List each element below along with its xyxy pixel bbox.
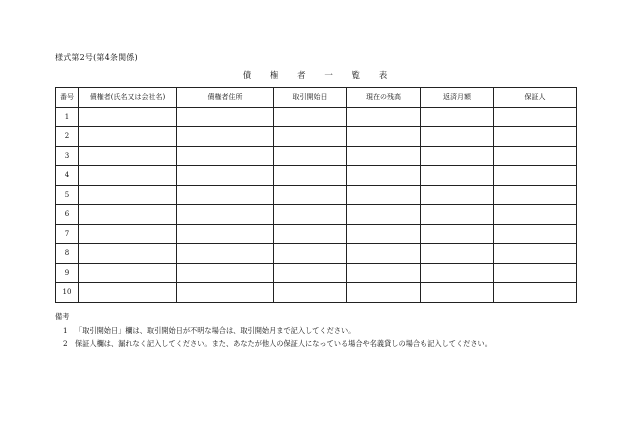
monthly-payment-cell[interactable] bbox=[421, 166, 494, 186]
start-date-cell[interactable] bbox=[274, 244, 347, 264]
creditor-address-cell[interactable] bbox=[177, 244, 274, 264]
creditor-address-cell[interactable] bbox=[177, 185, 274, 205]
row-number: 6 bbox=[56, 205, 79, 225]
monthly-payment-cell[interactable] bbox=[421, 224, 494, 244]
row-number: 8 bbox=[56, 244, 79, 264]
table-row bbox=[56, 224, 577, 244]
guarantor-cell[interactable] bbox=[494, 146, 577, 166]
table-row bbox=[56, 185, 577, 205]
creditor-address-cell[interactable] bbox=[177, 107, 274, 127]
table-row bbox=[56, 166, 577, 186]
remark-number: 2 bbox=[63, 339, 68, 348]
column-header-number: 番号 bbox=[56, 88, 79, 108]
creditor-name-cell[interactable] bbox=[79, 205, 177, 225]
remark-number: 1 bbox=[63, 326, 68, 335]
start-date-cell[interactable] bbox=[274, 263, 347, 283]
table-row bbox=[56, 127, 577, 147]
header-row bbox=[56, 88, 577, 108]
creditor-name-cell[interactable] bbox=[79, 283, 177, 303]
start-date-cell[interactable] bbox=[274, 166, 347, 186]
monthly-payment-cell[interactable] bbox=[421, 185, 494, 205]
remark-text: 保証人欄は、漏れなく記入してください。また、あなたが他人の保証人になっている場合や名義貸しの場合も記入してください。 bbox=[75, 339, 492, 348]
table-row bbox=[56, 146, 577, 166]
table-row bbox=[56, 107, 577, 127]
current-balance-cell[interactable] bbox=[347, 263, 421, 283]
guarantor-cell[interactable] bbox=[494, 205, 577, 225]
creditor-name-cell[interactable] bbox=[79, 185, 177, 205]
row-number: 3 bbox=[56, 146, 79, 166]
current-balance-cell[interactable] bbox=[347, 127, 421, 147]
form-number: 様式第2号(第4条関係) bbox=[55, 53, 138, 62]
current-balance-cell[interactable] bbox=[347, 205, 421, 225]
row-number: 7 bbox=[56, 224, 79, 244]
creditor-name-cell[interactable] bbox=[79, 263, 177, 283]
start-date-cell[interactable] bbox=[274, 107, 347, 127]
creditor-address-cell[interactable] bbox=[177, 146, 274, 166]
row-number: 1 bbox=[56, 107, 79, 127]
current-balance-cell[interactable] bbox=[347, 244, 421, 264]
creditor-address-cell[interactable] bbox=[177, 127, 274, 147]
current-balance-cell[interactable] bbox=[347, 283, 421, 303]
table-row bbox=[56, 244, 577, 264]
start-date-cell[interactable] bbox=[274, 205, 347, 225]
row-number: 2 bbox=[56, 127, 79, 147]
start-date-cell[interactable] bbox=[274, 283, 347, 303]
guarantor-cell[interactable] bbox=[494, 263, 577, 283]
start-date-cell[interactable] bbox=[274, 146, 347, 166]
table-row bbox=[56, 283, 577, 303]
creditor-address-cell[interactable] bbox=[177, 166, 274, 186]
monthly-payment-cell[interactable] bbox=[421, 146, 494, 166]
column-header-creditor-address: 債権者住所 bbox=[177, 88, 274, 108]
monthly-payment-cell[interactable] bbox=[421, 263, 494, 283]
remark-note bbox=[55, 337, 492, 350]
creditor-name-cell[interactable] bbox=[79, 224, 177, 244]
guarantor-cell[interactable] bbox=[494, 283, 577, 303]
row-number: 5 bbox=[56, 185, 79, 205]
remarks-section bbox=[55, 310, 492, 350]
monthly-payment-cell[interactable] bbox=[421, 107, 494, 127]
current-balance-cell[interactable] bbox=[347, 224, 421, 244]
creditor-name-cell[interactable] bbox=[79, 127, 177, 147]
creditor-address-cell[interactable] bbox=[177, 263, 274, 283]
creditor-address-cell[interactable] bbox=[177, 224, 274, 244]
current-balance-cell[interactable] bbox=[347, 185, 421, 205]
creditor-name-cell[interactable] bbox=[79, 166, 177, 186]
monthly-payment-cell[interactable] bbox=[421, 244, 494, 264]
remarks-heading: 備考 bbox=[55, 312, 70, 321]
monthly-payment-cell[interactable] bbox=[421, 127, 494, 147]
start-date-cell[interactable] bbox=[274, 127, 347, 147]
monthly-payment-cell[interactable] bbox=[421, 283, 494, 303]
table-row bbox=[56, 263, 577, 283]
start-date-cell[interactable] bbox=[274, 224, 347, 244]
remark-text: 「取引開始日」欄は、取引開始日が不明な場合は、取引開始月まで記入してください。 bbox=[75, 326, 356, 335]
document-title: 債 権 者 一 覧 表 bbox=[242, 71, 396, 81]
guarantor-cell[interactable] bbox=[494, 224, 577, 244]
guarantor-cell[interactable] bbox=[494, 244, 577, 264]
creditor-name-cell[interactable] bbox=[79, 244, 177, 264]
guarantor-cell[interactable] bbox=[494, 185, 577, 205]
column-header-monthly-payment: 返済月額 bbox=[421, 88, 494, 108]
creditor-name-cell[interactable] bbox=[79, 146, 177, 166]
current-balance-cell[interactable] bbox=[347, 107, 421, 127]
row-number: 4 bbox=[56, 166, 79, 186]
creditor-name-cell[interactable] bbox=[79, 107, 177, 127]
creditor-address-cell[interactable] bbox=[177, 283, 274, 303]
guarantor-cell[interactable] bbox=[494, 107, 577, 127]
start-date-cell[interactable] bbox=[274, 185, 347, 205]
column-header-start-date: 取引開始日 bbox=[274, 88, 347, 108]
guarantor-cell[interactable] bbox=[494, 166, 577, 186]
guarantor-cell[interactable] bbox=[494, 127, 577, 147]
current-balance-cell[interactable] bbox=[347, 166, 421, 186]
creditor-table bbox=[55, 87, 577, 303]
table-row bbox=[56, 205, 577, 225]
row-number: 10 bbox=[56, 283, 79, 303]
creditor-address-cell[interactable] bbox=[177, 205, 274, 225]
row-number: 9 bbox=[56, 263, 79, 283]
remark-note bbox=[55, 324, 492, 337]
column-header-current-balance: 現在の残高 bbox=[347, 88, 421, 108]
monthly-payment-cell[interactable] bbox=[421, 205, 494, 225]
column-header-creditor-name: 債権者(氏名又は会社名) bbox=[79, 88, 177, 108]
column-header-guarantor: 保証人 bbox=[494, 88, 577, 108]
current-balance-cell[interactable] bbox=[347, 146, 421, 166]
